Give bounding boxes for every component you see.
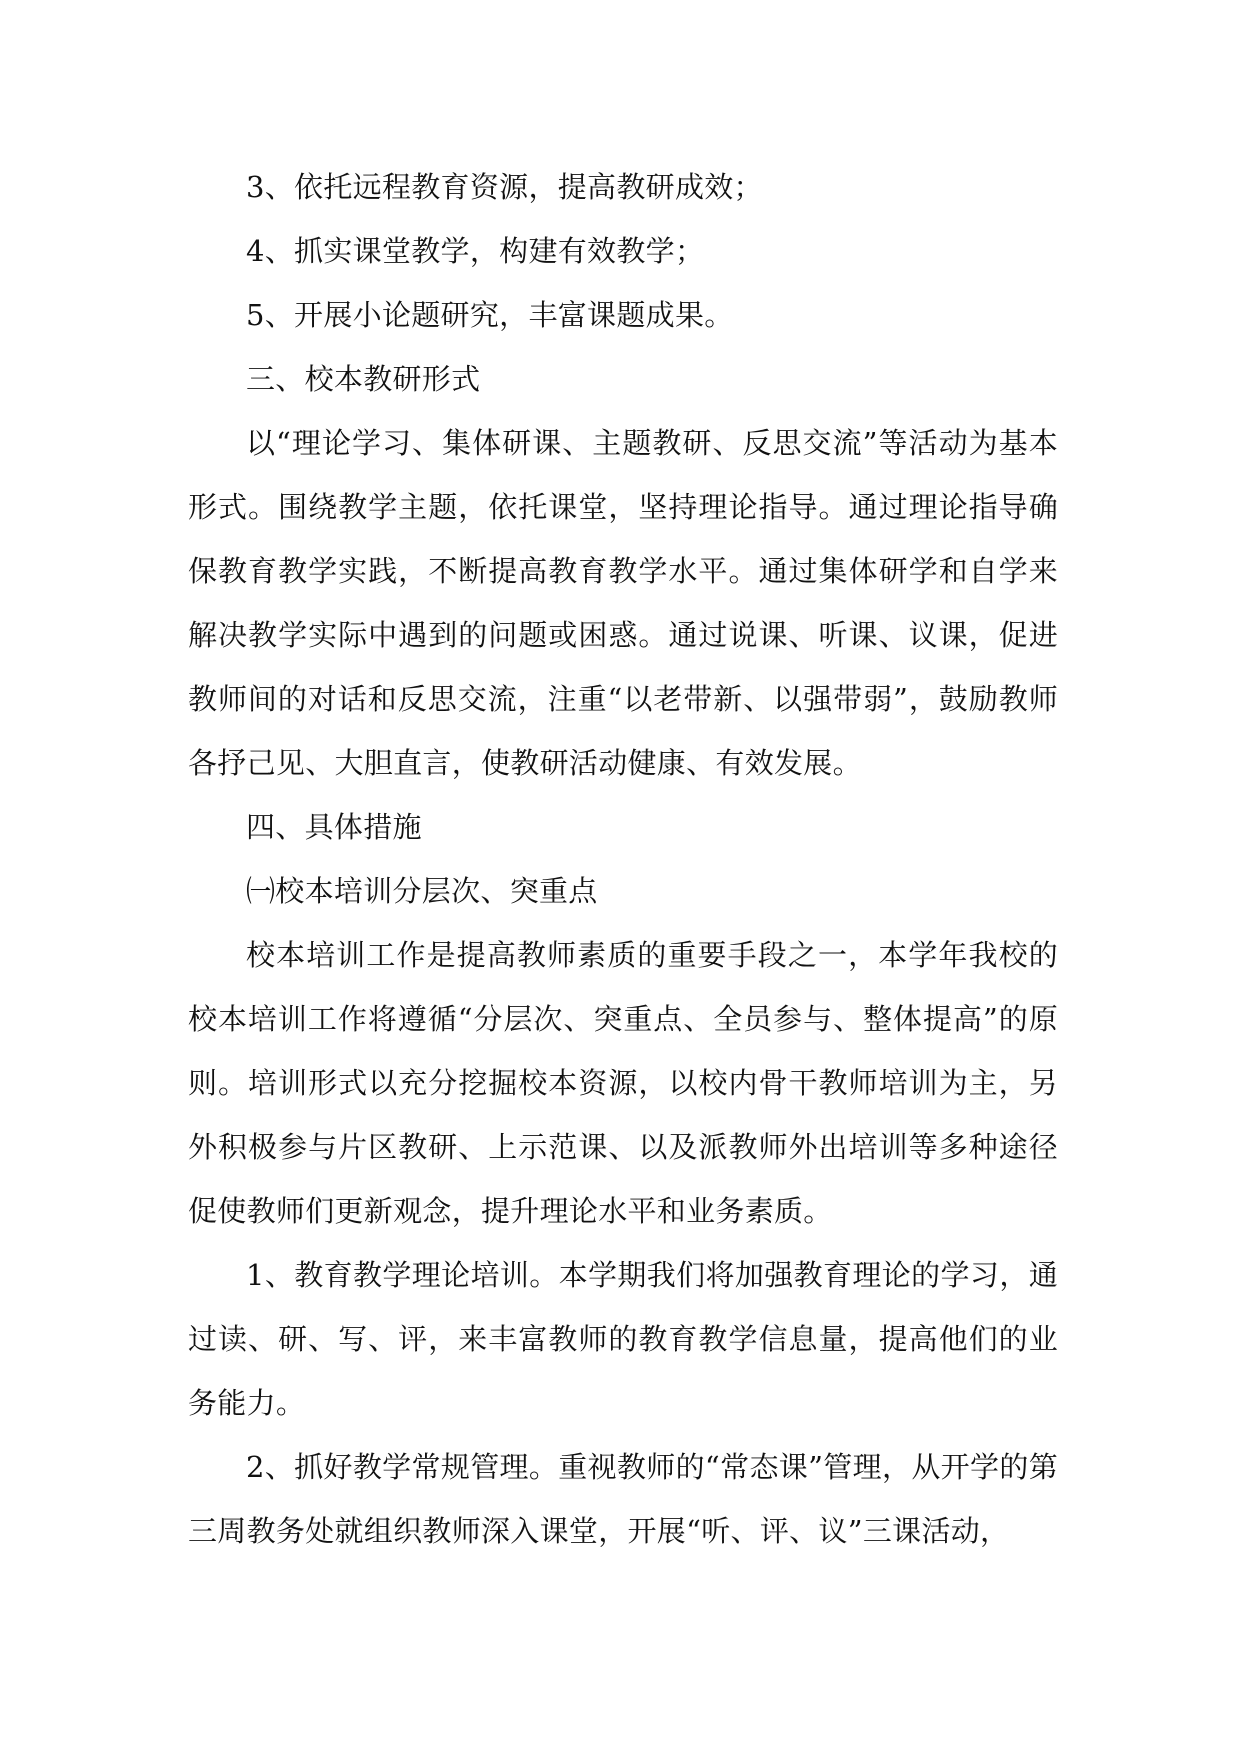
paragraph-routine-management: 2、抓好教学常规管理。重视教师的“常态课”管理，从开学的第三周教务处就组织教师深入课堂，开展“听、评、议”三课活动， [188, 1450, 1058, 1548]
section-heading-3: 三、校本教研形式 [246, 362, 481, 396]
list-item-4: 4、抓实课堂教学，构建有效教学； [246, 234, 705, 268]
paragraph-theory-training: 1、教育教学理论培训。本学期我们将加强教育理论的学习，通过读、研、写、评，来丰富教师的教育教学信息量，提高他们的业务能力。 [188, 1258, 1058, 1420]
paragraph-research-forms: 以“理论学习、集体研课、主题教研、反思交流”等活动为基本形式。围绕教学主题，依托课堂，坚持理论指导。通过理论指导确保教育教学实践，不断提高教育教学水平。通过集体研学和自学来解决教学实际中遇到的问题或困惑。通过说课、听课、议课，促进教师间的对话和反思交流，注重“以老带新、以强带弱”，鼓励教师各抒己见、大胆直言，使教研活动健康、有效发展。 [188, 426, 1058, 780]
list-item-5: 5、开展小论题研究，丰富课题成果。 [246, 298, 734, 332]
list-item-3: 3、依托远程教育资源，提高教研成效； [246, 170, 763, 204]
document-body [188, 155, 1058, 1563]
section-heading-4: 四、具体措施 [246, 810, 422, 844]
subsection-heading-1: ㈠校本培训分层次、突重点 [246, 874, 598, 908]
paragraph-training: 校本培训工作是提高教师素质的重要手段之一，本学年我校的校本培训工作将遵循“分层次、突重点、全员参与、整体提高”的原则。培训形式以充分挖掘校本资源，以校内骨干教师培训为主，另外积极参与片区教研、上示范课、以及派教师外出培训等多种途径促使教师们更新观念，提升理论水平和业务素质。 [188, 938, 1058, 1228]
